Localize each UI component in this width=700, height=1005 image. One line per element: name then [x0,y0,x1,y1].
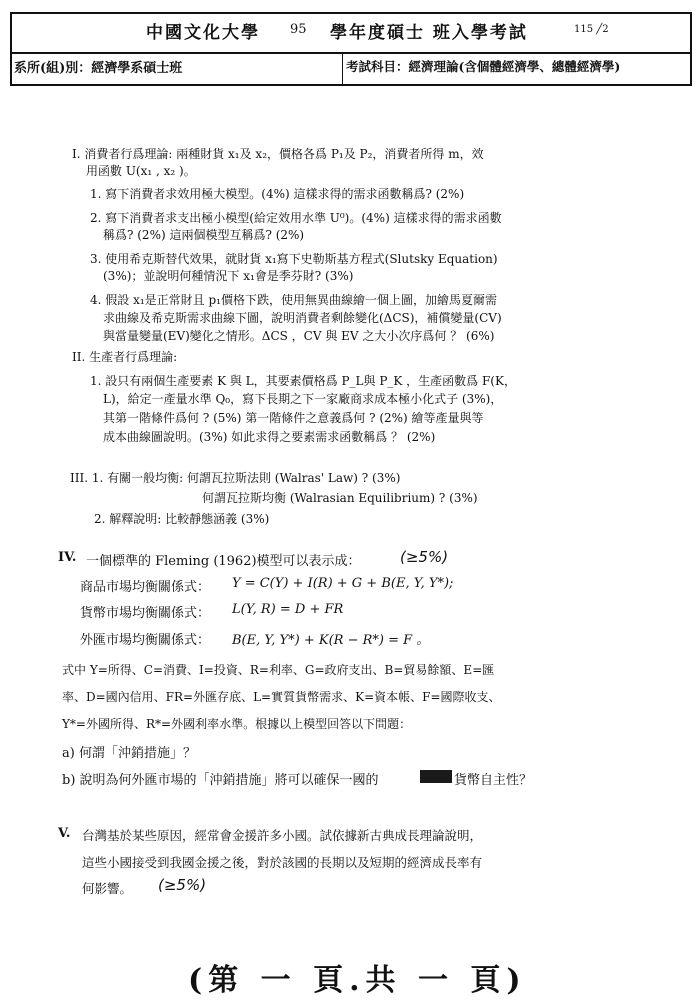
page-footer: (第 一 頁.共 一 頁) [188,963,527,998]
page-code: 115 ╱2 [574,24,609,35]
section3-line2: 何謂瓦拉斯均衡 (Walrasian Equilibrium) ? (3%) [202,491,478,505]
header-divider [12,52,690,54]
section1-item4-line2: 求曲線及希克斯需求曲線下圖，說明消費者剩餘變化(ΔCS)，補償變量(CV) [103,311,502,325]
section4-def1: 式中 Y=所得、C=消費、I=投資、R=利率、G=政府支出、B=貿易餘額、E=匯 [62,663,495,677]
section5-line1: 台灣基於某些原因，經常會金援許多小國。試依據新古典成長理論說明， [82,828,483,843]
section4-numeral: IV. [58,550,77,565]
section4-question-a: a) 何謂「沖銷措施」？ [62,746,196,761]
section3-line1: III. 1. 有關一般均衡: 何謂瓦拉斯法則 (Walras' Law) ? (3%) [70,471,401,485]
eq1-label: 商品市場均衡關係式： [80,580,211,595]
section2-line1: 1. 設只有兩個生產要素 K 與 L，其要素價格爲 P_L與 P_K ，生產函數爲 F(K， [90,374,516,388]
section1-item4-line3: 與當量變量(EV)變化之情形。ΔCS ，CV 與 EV 之大小次序爲何 ？ (6%) [103,329,495,343]
section4-def2: 率、D=國內信用、FR=外匯存底、L=實質貨幣需求、K=資本帳、F=國際收支、 [62,690,501,704]
section5-numeral: V. [58,826,71,841]
section2-title: II. 生產者行爲理論: [72,350,178,364]
section3-line3: 2. 解釋說明: 比較靜態涵義 (3%) [94,512,270,526]
eq2-formula: L(Y, R) = D + FR [232,602,344,617]
section4-question-b: b) 說明為何外匯市場的「沖銷措施」將可以確保一國的 [62,773,379,788]
section1-intro-cont: 用函數 U(x₁ , x₂ )。 [86,164,196,178]
subject-label: 考試科目：經濟理論(含個體經濟學、總體經濟學) [346,59,621,74]
header-vertical-divider [342,52,343,84]
section5-line2: 這些小國接受到我國金援之後，對於該國的長期以及短期的經濟成長率有 [82,855,483,870]
academic-year: 95 [290,22,307,37]
eq2-label: 貨幣市場均衡關係式： [80,606,211,621]
section1-item1-line1: 1. 寫下消費者求效用極大模型。(4%) 這樣求得的需求函數稱爲? (2%) [90,187,465,201]
department-label: 系所(組)別：經濟學系碩士班 [14,61,183,76]
section1-item3-line1: 3. 使用希克斯替代效果，就財貨 x₁寫下史勒斯基方程式(Slutsky Equation) [90,252,498,266]
section4-question-b-end: 貨幣自主性？ [454,773,533,788]
eq3-formula: B(E, Y, Y*) + K(R − R*) = F 。 [232,633,430,648]
university-name: 中國文化大學 [146,23,260,43]
section1-intro: I. 消費者行爲理論: 兩種財貨 x₁及 x₂，價格各爲 P₁及 P₂，消費者所得 m，效 [72,147,484,161]
eq1-formula: Y = C(Y) + I(R) + G + B(E, Y, Y*); [232,576,454,591]
section1-item2-line1: 2. 寫下消費者求支出極小模型(給定效用水準 U⁰)。(4%) 這樣求得的需求函數 [90,211,502,225]
eq3-label: 外匯市場均衡關係式： [80,633,211,648]
section2-line2: L)，給定一產量水準 Q₀，寫下長期之下一家廠商求成本極小化式子 (3%)， [103,392,503,406]
section4-intro: 一個標準的 Fleming (1962)模型可以表示成： [86,554,361,569]
section1-item3-line2: (3%)；並說明何種情況下 x₁會是季芬財? (3%) [103,269,354,283]
section1-item4-line1: 4. 假設 x₁是正常財且 p₁價格下跌，使用無異曲線繪一個上圖，加繪馬夏爾需 [90,293,497,307]
redaction-mark [420,770,452,783]
section2-line3: 其第一階條件爲何 ? (5%) 第一階條件之意義爲何 ? (2%) 繪等產量與等 [103,411,484,425]
section1-item2-line2: 稱爲? (2%) 這兩個模型互稱爲? (2%) [103,228,305,242]
section5-line3: 何影響。 [82,881,133,896]
section4-def3: Y*=外國所得、R*=外國利率水準。根據以上模型回答以下問題： [62,717,412,731]
section4-mark: (≥5%) [400,548,449,566]
section2-line4: 成本曲線圖說明。(3%) 如此求得之要素需求函數稱爲 ？ (2%) [103,430,436,444]
section5-mark: (≥5%) [158,876,207,894]
exam-title: 學年度碩士 班入學考試 [330,23,528,43]
